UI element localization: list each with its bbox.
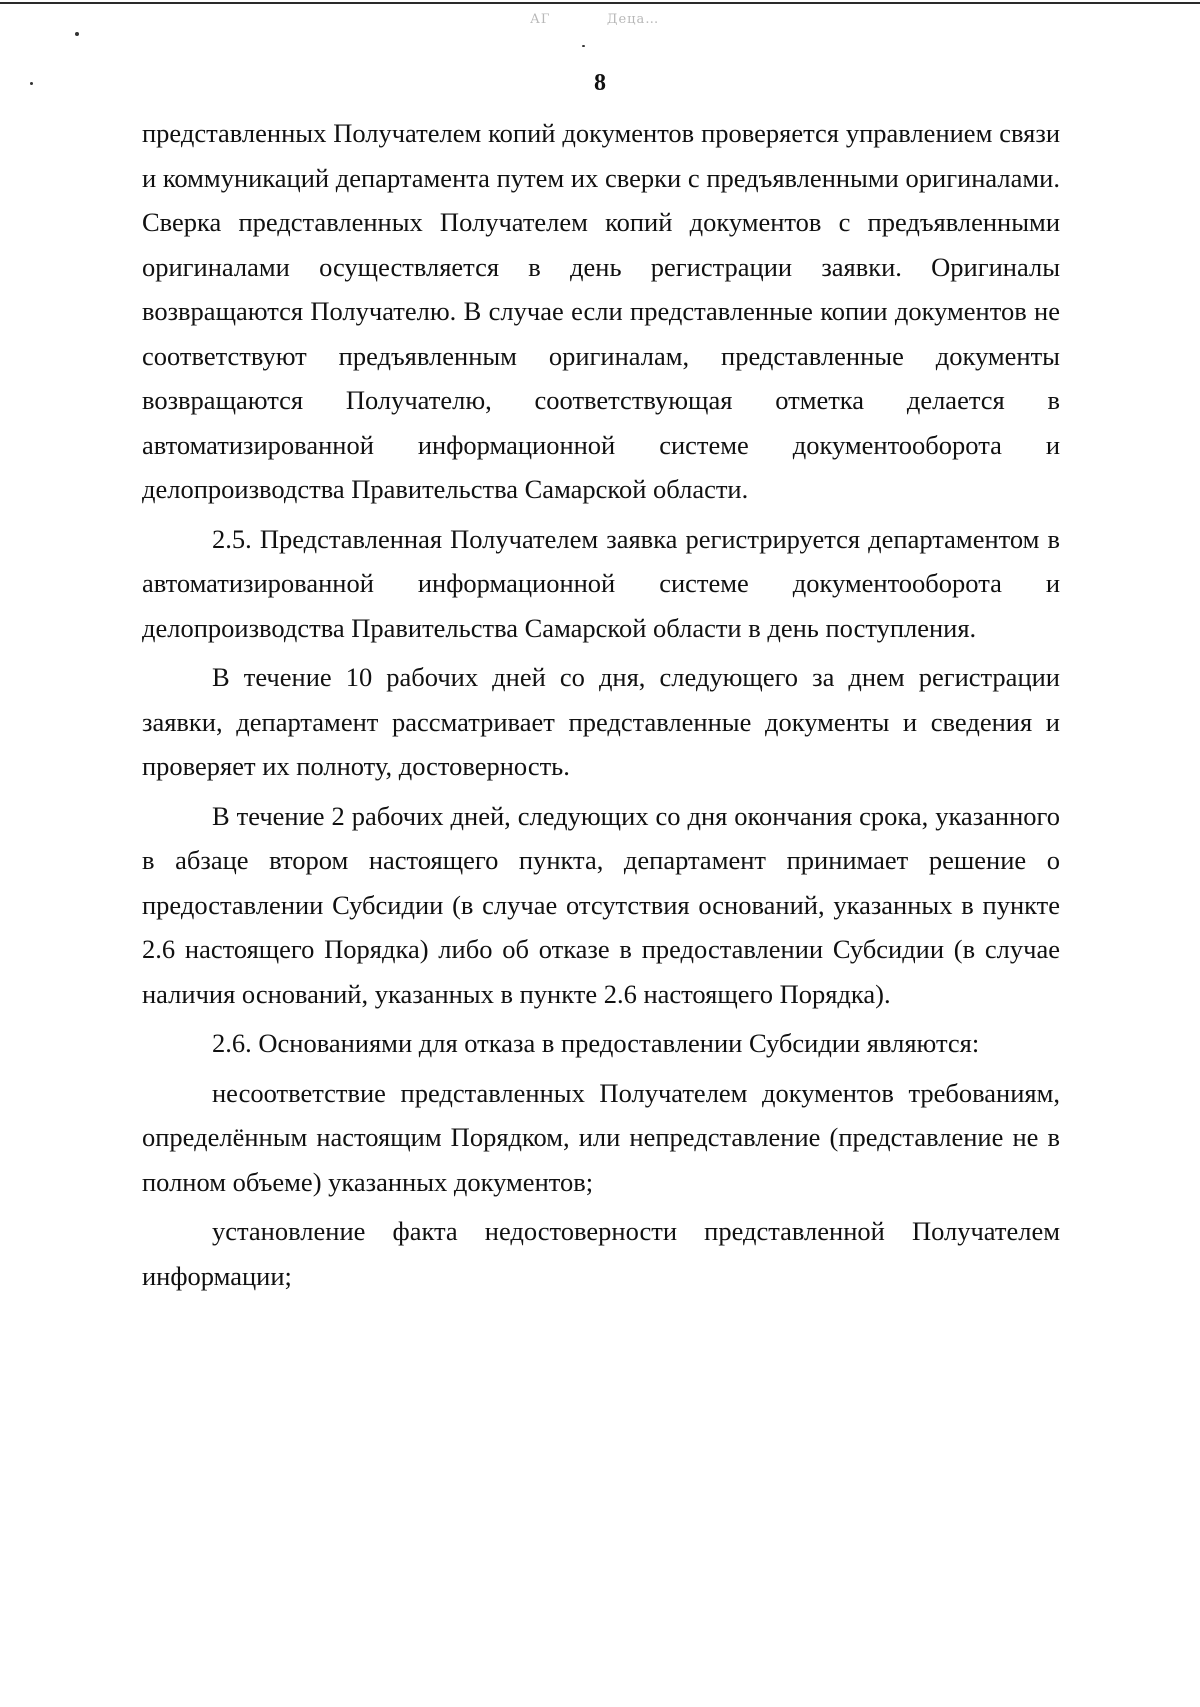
scan-speck <box>75 32 79 36</box>
paragraph-review-period: В течение 10 рабочих дней со дня, следующего за днем регистрации заявки, департамент рассматривает представленные документы и сведения и проверяет их полноту, достоверность. <box>142 662 1060 781</box>
paragraph-decision: В течение 2 рабочих дней, следующих со дня окончания срока, указанного в абзаце втором настоящего пункта, департамент принимает решение о предоставлении Субсидии (в случае отсутствия оснований, указанных в пункте 2.6 настоящего Порядка) либо об отказе в предоставлении Субсидии (в случае наличия оснований, указанных в пункте 2.6 настоящего Порядка). <box>142 800 1060 1009</box>
paragraph-2-6: 2.6. Основаниями для отказа в предоставлении Субсидии являются: <box>212 1028 980 1058</box>
page-number: 8 <box>594 70 606 96</box>
scan-top-border <box>0 2 1200 4</box>
faded-stamp-mark: АГ Деца… <box>530 12 660 27</box>
paragraph-false-info: установление факта недостоверности представленной Получателем информации; <box>142 1216 1060 1291</box>
document-body <box>142 111 1060 1303</box>
paragraph-2-5: 2.5. Представленная Получателем заявка регистрируется департаментом в автоматизированной информационной системе документооборота и делопроизводства Правительства Самарской области в день поступления. <box>142 523 1060 643</box>
paragraph-continuation: представленных Получателем копий документов проверяется управлением связи и коммуникаций департамента путем их сверки с предъявленными оригиналами. Сверка представленных Получателем копий документов с предъявленными оригиналами осуществляется в день регистрации заявки. Оригиналы возвращаются Получателю. В случае если представленные копии документов не соответствуют предъявленным оригиналам, представленные документы возвращаются Получателю, соответствующая отметка делается в автоматизированной информационной системе документооборота и делопроизводства Правительства Самарской области. <box>142 118 1060 504</box>
paragraph-noncompliance: несоответствие представленных Получателем документов требованиям, определённым настоящим Порядком, или непредставление (представление не в полном объеме) указанных документов; <box>142 1077 1060 1197</box>
scan-speck <box>582 45 585 47</box>
